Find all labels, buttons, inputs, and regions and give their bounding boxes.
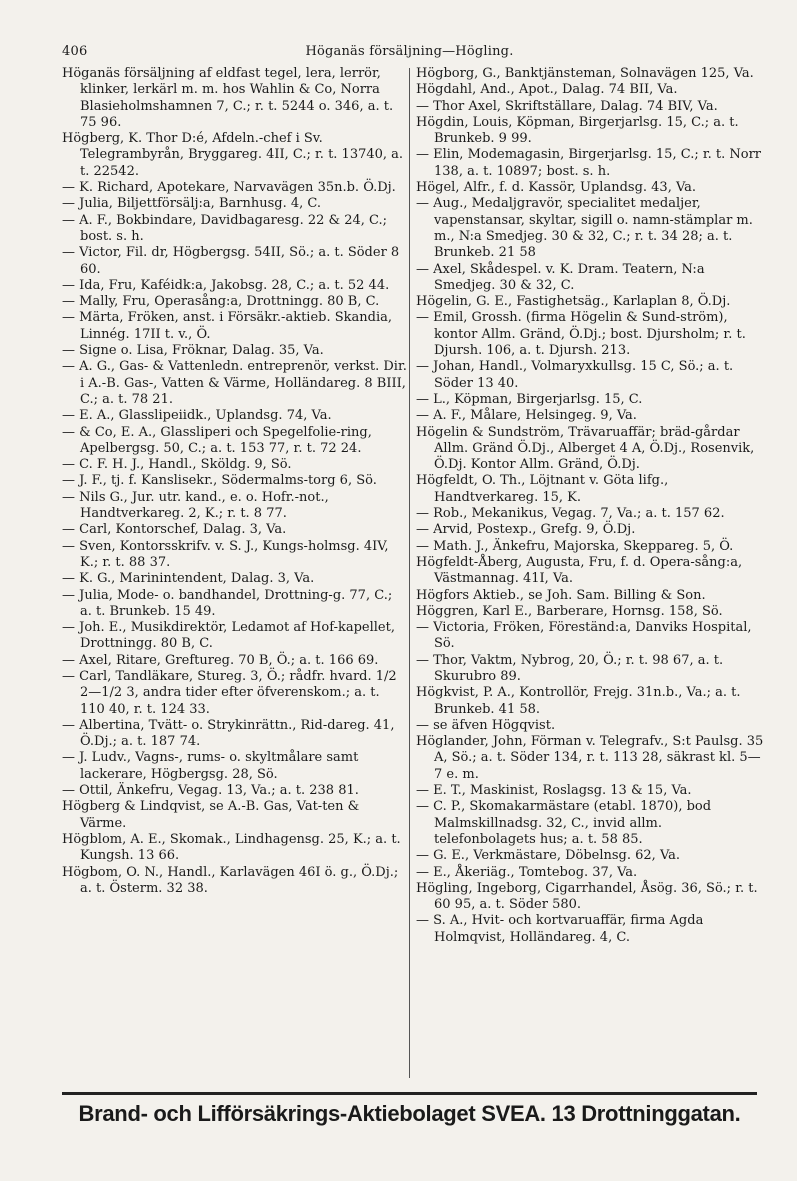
directory-entry: — Mally, Fru, Operasång:a, Drottningg. 80 B, C.	[62, 294, 380, 310]
directory-entry: — & Co, E. A., Glassliperi och Spegelfolie-ring, Apelbergsg. 50, C.; a. t. 153 77, r. t. 72 24.	[62, 424, 372, 456]
directory-entry: — Märta, Fröken, anst. i Försäkr.-aktieb. Skandia, Linnég. 17II t. v., Ö.	[62, 310, 393, 342]
right-column	[416, 66, 766, 946]
page-header	[62, 44, 757, 66]
page-number: 406	[62, 44, 88, 59]
footer-advert: Brand- och Lifförsäkrings-Aktiebolaget SVEA. 13 Drottninggatan.	[62, 1092, 757, 1127]
directory-entry: Högfeldt-Åberg, Augusta, Fru, f. d. Opera-sång:a, Västmannag. 41I, Va.	[416, 554, 743, 587]
directory-entry: — Victor, Fil. dr, Högbergsg. 54II, Sö.; a. t. Söder 8 60.	[62, 245, 400, 277]
directory-entry: — Elin, Modemagasin, Birgerjarlsg. 15, C.; r. t. Norr 138, a. t. 10897; bost. s. h.	[416, 147, 762, 179]
directory-entry: — K. Richard, Apotekare, Narvavägen 35n.b. Ö.Dj.	[62, 180, 396, 196]
directory-entry: Högelin & Sundström, Trävaruaffär; bräd-gårdar Allm. Gränd Ö.Dj., Alberget 4 A, Ö.Dj., Rosenvik, Ö.Dj. Kontor Allm. Gränd, Ö.Dj.	[416, 424, 755, 473]
left-column	[62, 66, 407, 897]
directory-entry: — se äfven Högqvist.	[416, 717, 556, 733]
directory-entry: Högbom, O. N., Handl., Karlavägen 46I ö. g., Ö.Dj.; a. t. Österm. 32 38.	[62, 864, 399, 896]
directory-entry: — Axel, Skådespel. v. K. Dram. Teatern, N:a Smedjeg. 30 & 32, C.	[416, 261, 705, 293]
directory-entry: Höggren, Karl E., Barberare, Hornsg. 158, Sö.	[416, 603, 723, 619]
directory-entry: — Math. J., Änkefru, Majorska, Skeppareg. 5, Ö.	[416, 538, 734, 554]
directory-entry: Högdin, Louis, Köpman, Birgerjarlsg. 15, C.; a. t. Brunkeb. 9 99.	[416, 114, 739, 147]
directory-entry: — A. F., Bokbindare, Davidbagaresg. 22 & 24, C.; bost. s. h.	[62, 212, 388, 244]
directory-entry: — Ottil, Änkefru, Vegag. 13, Va.; a. t. 238 81.	[62, 783, 359, 799]
directory-entry: Högdahl, And., Apot., Dalag. 74 BII, Va.	[416, 82, 678, 98]
directory-entry: Höganäs försäljning af eldfast tegel, lera, lerrör, klinker, lerkärl m. m. hos Wahlin & Co, Norra Blasieholmshamnen 7, C.; r. t. 5244 o. 346, a. t. 75 96.	[62, 66, 394, 130]
directory-entry: Högberg & Lindqvist, se A.-B. Gas, Vat-ten & Värme.	[62, 799, 360, 831]
directory-entry: Högfors Aktieb., se Joh. Sam. Billing & Son.	[416, 587, 706, 603]
directory-entry: Högberg, K. Thor D:é, Afdeln.-chef i Sv. Telegrambyrån, Bryggareg. 4II, C.; r. t. 13740, a. t. 22542.	[62, 131, 404, 179]
directory-entry: — E. A., Glasslipeiidk., Uplandsg. 74, Va.	[62, 408, 332, 424]
directory-entry: — Carl, Tandläkare, Stureg. 3, Ö.; rådfr. hvard. 1/2 2—1/2 3, andra tider efter öfverenskom.; a. t. 110 40, r. t. 124 33.	[62, 668, 397, 717]
directory-entry: Högblom, A. E., Skomak., Lindhagensg. 25, K.; a. t. Kungsh. 13 66.	[62, 831, 401, 864]
directory-entry: — Nils G., Jur. utr. kand., e. o. Hofr.-not., Handtverkareg. 2, K.; r. t. 8 77.	[62, 489, 329, 522]
directory-entry: — S. A., Hvit- och kortvaruaffär, firma Agda Holmqvist, Holländareg. 4, C.	[416, 913, 704, 945]
directory-entry: Högel, Alfr., f. d. Kassör, Uplandsg. 43, Va.	[416, 180, 697, 196]
directory-entry: — J. F., tj. f. Kanslisekr., Södermalms-torg 6, Sö.	[62, 473, 377, 489]
directory-entry: — Carl, Kontorschef, Dalag. 3, Va.	[62, 522, 287, 538]
directory-entry: — Arvid, Postexp., Grefg. 9, Ö.Dj.	[416, 522, 636, 538]
directory-entry: — Albertina, Tvätt- o. Strykinrättn., Rid-dareg. 41, Ö.Dj.; a. t. 187 74.	[62, 717, 395, 750]
directory-entry: Högling, Ingeborg, Cigarrhandel, Åsög. 36, Sö.; r. t. 60 95, a. t. Söder 580.	[416, 880, 758, 913]
directory-entry: — Signe o. Lisa, Fröknar, Dalag. 35, Va.	[62, 343, 324, 359]
directory-entry: — Aug., Medaljgravör, specialitet medaljer, vapenstansar, skyltar, sigill o. namn-stämplar m. m., N:a Smedjeg. 30 & 32, C.; r. t. 34 28; a. t. Brunkeb. 21 58	[416, 196, 753, 261]
directory-entry: — Thor Axel, Skriftställare, Dalag. 74 BIV, Va.	[416, 98, 718, 114]
directory-entry: — A. F., Målare, Helsingeg. 9, Va.	[416, 408, 637, 424]
directory-entry: — C. P., Skomakarmästare (etabl. 1870), bod Malmskillnadsg. 32, C., invid allm. telefonbolagets hus; a. t. 58 85.	[416, 799, 712, 847]
directory-entry: Högborg, G., Banktjänsteman, Solnavägen 125, Va.	[416, 66, 754, 81]
directory-entry: — Julia, Mode- o. bandhandel, Drottning-g. 77, C.; a. t. Brunkeb. 15 49.	[62, 587, 393, 619]
directory-entry: Höglander, John, Förman v. Telegrafv., S:t Paulsg. 35 A, Sö.; a. t. Söder 134, r. t. 113 28, säkrast kl. 5—7 e. m.	[416, 734, 764, 782]
directory-entry: — C. F. H. J., Handl., Sköldg. 9, Sö.	[62, 457, 292, 473]
directory-entry: — A. G., Gas- & Vattenledn. entreprenör, verkst. Dir. i A.-B. Gas-, Vatten & Värme, Holländareg. 8 BIII, C.; a. t. 78 21.	[62, 359, 407, 407]
directory-entry: Högelin, G. E., Fastighetsäg., Karlaplan 8, Ö.Dj.	[416, 294, 731, 310]
directory-entry: — L., Köpman, Birgerjarlsg. 15, C.	[416, 391, 643, 407]
running-title: Höganäs försäljning—Högling.	[305, 44, 514, 59]
directory-entry: — Ida, Fru, Kaféidk:a, Jakobsg. 28, C.; a. t. 52 44.	[62, 277, 390, 293]
directory-entry: — Axel, Ritare, Greftureg. 70 B, Ö.; a. t. 166 69.	[62, 652, 379, 668]
directory-entry: — Sven, Kontorsskrifv. v. S. J., Kungs-holmsg. 4IV, K.; r. t. 88 37.	[62, 538, 389, 570]
directory-entry: — Rob., Mekanikus, Vegag. 7, Va.; a. t. 157 62.	[416, 506, 725, 522]
directory-entry: — E. T., Maskinist, Roslagsg. 13 & 15, Va.	[416, 783, 692, 799]
directory-entry: Högkvist, P. A., Kontrollör, Frejg. 31n.b., Va.; a. t. Brunkeb. 41 58.	[416, 685, 741, 717]
directory-entry: — G. E., Verkmästare, Döbelnsg. 62, Va.	[416, 848, 681, 864]
directory-entry: Högfeldt, O. Th., Löjtnant v. Göta lifg., Handtverkareg. 15, K.	[416, 473, 669, 505]
directory-entry: — E., Åkeriäg., Tomtebog. 37, Va.	[416, 864, 638, 880]
directory-entry: — Johan, Handl., Volmaryxkullsg. 15 C, Sö.; a. t. Söder 13 40.	[416, 359, 734, 391]
directory-entry: — Emil, Grossh. (firma Högelin & Sund-ström), kontor Allm. Gränd, Ö.Dj.; bost. Djursholm; r. t. Djursh. 106, a. t. Djursh. 213.	[416, 310, 746, 359]
directory-entry: — Joh. E., Musikdirektör, Ledamot af Hof-kapellet, Drottningg. 80 B, C.	[62, 620, 395, 652]
column-divider	[409, 68, 410, 1078]
directory-entry: — Victoria, Fröken, Föreständ:a, Danviks Hospital, Sö.	[416, 620, 752, 652]
directory-entry: — J. Ludv., Vagns-, rums- o. skyltmålare samt lackerare, Högbergsg. 28, Sö.	[62, 750, 359, 782]
directory-entry: — Julia, Biljettförsälj:a, Barnhusg. 4, C.	[62, 196, 321, 212]
directory-entry: — Thor, Vaktm, Nybrog, 20, Ö.; r. t. 98 67, a. t. Skurubro 89.	[416, 652, 724, 684]
directory-entry: — K. G., Marinintendent, Dalag. 3, Va.	[62, 571, 315, 587]
